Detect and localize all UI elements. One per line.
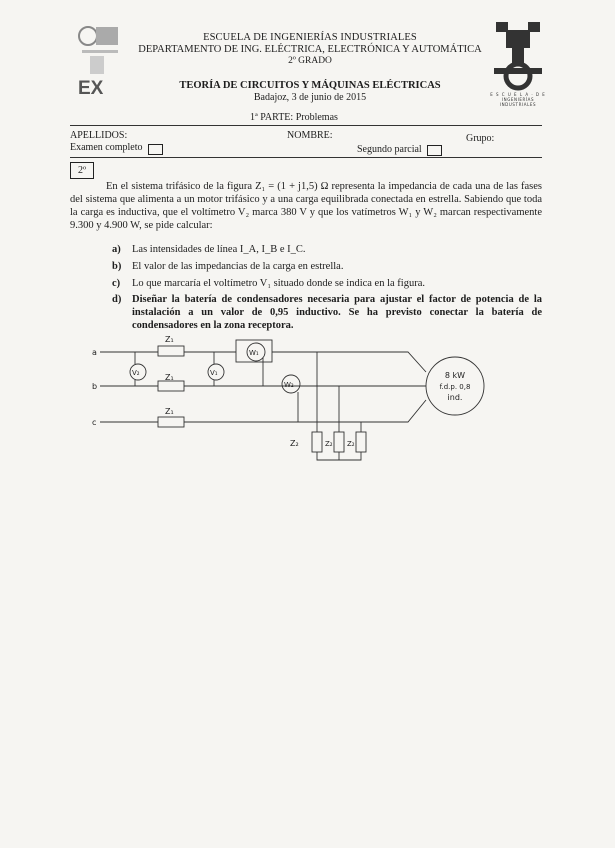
motor-ind: ind. — [447, 393, 463, 402]
grade: 2º GRADO — [288, 56, 332, 66]
item-text: Diseñar la batería de condensadores necesaria para ajustar el factor de potencia de la instalación a un valor de 0,95 inductivo. Se ha previsto conectar la batería de condensadores en la zona receptora. — [132, 294, 542, 331]
z2-label: Z₂ — [290, 439, 299, 448]
v2-label: V₂ — [132, 369, 140, 377]
impedance-z1-a — [158, 346, 184, 356]
item-key: a) — [112, 244, 121, 255]
z2-label: Z₂ — [347, 440, 355, 448]
line-label-a: a — [92, 348, 97, 357]
grupo-label: Grupo: — [466, 133, 495, 144]
impedance-z1-c — [158, 417, 184, 427]
item-key: d) — [112, 294, 122, 306]
line-label-c: c — [92, 418, 97, 427]
exam-date: Badajoz, 3 de junio de 2015 — [253, 92, 367, 103]
item-key: c) — [112, 277, 121, 289]
svg-text:INGENIERÍAS: INGENIERÍAS — [501, 97, 535, 102]
item-text: El valor de las impedancias de la carga en estrella. — [132, 260, 344, 272]
line-label-b: b — [92, 382, 98, 391]
motor-pf: f.d.p. 0,8 — [439, 383, 471, 391]
impedance-z1-b — [158, 381, 184, 391]
w2-label: W₂ — [284, 381, 294, 389]
v1-label: V₁ — [210, 369, 218, 377]
apellidos-label: APELLIDOS: — [70, 130, 128, 141]
svg-text:E S C U E L A · D E: E S C U E L A · D E — [490, 92, 546, 97]
item-text: Lo que marcaría el voltímetro V₁ situado donde se indica en la figura. — [132, 277, 425, 289]
z2-label: Z₂ — [325, 440, 333, 448]
nombre-label: NOMBRE: — [287, 130, 333, 141]
z1-label: Z₁ — [165, 335, 174, 344]
question-number: 2º — [70, 162, 94, 179]
z1-label: Z₁ — [165, 407, 174, 416]
load-z2-b — [334, 432, 344, 452]
z1-label: Z₁ — [165, 373, 174, 382]
item-key: b) — [112, 260, 122, 272]
part-title: 1ª PARTE: Problemas — [250, 112, 338, 123]
school-name: ESCUELA DE INGENIERÍAS INDUSTRIALES — [203, 32, 417, 43]
item-text: Las intensidades de línea I_A, I_B e I_C. — [132, 244, 306, 255]
motor-power: 8 kW — [444, 371, 466, 380]
segundo-parcial-label: Segundo parcial — [357, 144, 422, 155]
load-z2-c — [356, 432, 366, 452]
question-intro: En el sistema trifásico de la figura Z₁ = (1 + j1,5) Ω representa la impedancia de cada una de las fases del sistema que alimenta a un motor trifásico y a una carga equilibrada conectada en estrella. Sabiendo que toda la carga es inductiva, que el voltímetro V₂ marca 380 V y que los vatímetros W₁ y W₂ marcan respectivamente 9.300 y 4.900 W, se pide calcular: — [70, 181, 542, 231]
course-title: TEORÍA DE CIRCUITOS Y MÁQUINAS ELÉCTRICAS — [179, 80, 441, 91]
w1-label: W₁ — [249, 349, 259, 357]
svg-text:INDUSTRIALES: INDUSTRIALES — [499, 102, 537, 106]
uex-logo-text: EX — [78, 78, 104, 98]
load-z2-a — [312, 432, 322, 452]
examen-completo-label: Examen completo — [70, 142, 143, 153]
department-name: DEPARTAMENTO DE ING. ELÉCTRICA, ELECTRÓNICA Y AUTOMÁTICA — [138, 44, 482, 55]
